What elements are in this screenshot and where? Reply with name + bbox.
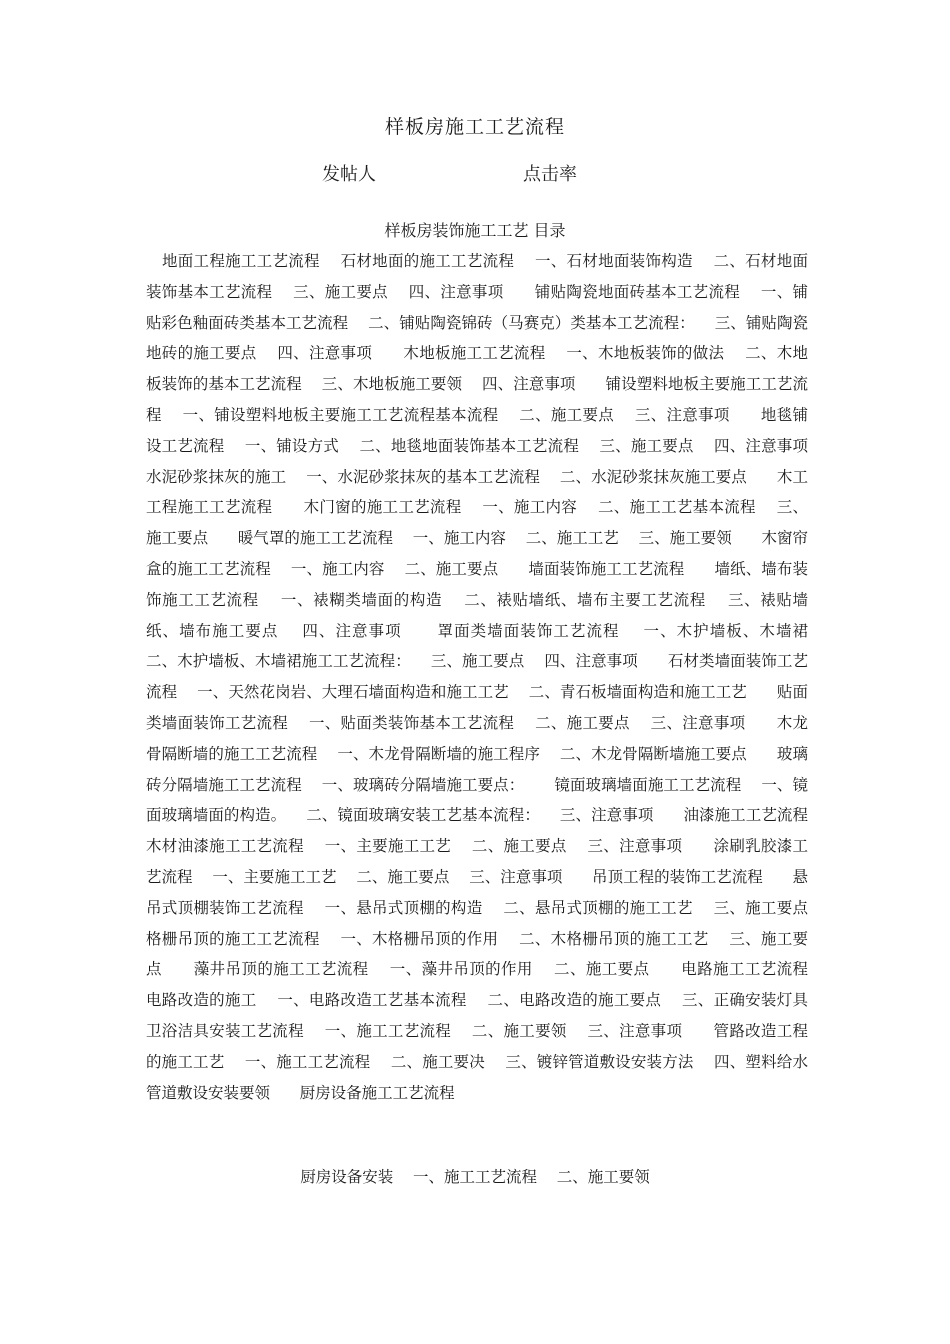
toc-heading: 样板房装饰施工工艺 目录 [384,221,566,240]
toc-body-paragraph: 地面工程施工工艺流程 石材地面的施工工艺流程 一、石材地面装饰构造 二、石材地面装饰基本工艺流程 三、施工要点 四、注意事项 铺贴陶瓷地面砖基本工艺流程 一、铺贴彩色釉面砖类基本工艺流程 二、铺贴陶瓷锦砖（马赛克）类基本工艺流程： 三、铺贴陶瓷地砖的施工要点 四、注意事项 木地板施工工艺流程 一、木地板装饰的做法 二、木地板装饰的基本工艺流程 三、木地板施工要领 四、注意事项 铺设塑料地板主要施工工艺流程 一、铺设塑料地板主要施工工艺流程基本流程 二、施工要点 三、注意事项 地毯铺设工艺流程 一、铺设方式 二、地毯地面装饰基本工艺流程 三、施工要点 四、注意事项 水泥砂浆抹灰的施工 一、水泥砂浆抹灰的基本工艺流程 二、水泥砂浆抹灰施工要点 木工工程施工工艺流程 木门窗的施工工艺流程 一、施工内容 二、施工工艺基本流程 三、施工要点 暖气罩的施工工艺流程 一、施工内容 二、施工工艺 三、施工要领 木窗帘盒的施工工艺流程 一、施工内容 二、施工要点 墙面装饰施工工艺流程 墙纸、墙布装饰施工工艺流程 一、裱糊类墙面的构造 二、裱贴墙纸、墙布主要工艺流程 三、裱贴墙纸、墙布施工要点 四、注意事项 罩面类墙面装饰工艺流程 一、木护墙板、木墙裙 二、木护墙板、木墙裙施工工艺流程： 三、施工要点 四、注意事项 石材类墙面装饰工艺流程 一、天然花岗岩、大理石墙面构造和施工工艺 二、青石板墙面构造和施工工艺 贴面类墙面装饰工艺流程 一、贴面类装饰基本工艺流程 二、施工要点 三、注意事项 木龙骨隔断墙的施工工艺流程 一、木龙骨隔断墙的施工程序 二、木龙骨隔断墙施工要点 玻璃砖分隔墙施工工艺流程 一、玻璃砖分隔墙施工要点： 镜面玻璃墙面施工工艺流程 一、镜面玻璃墙面的构造。 二、镜面玻璃安装工艺基本流程： 三、注意事项 油漆施工工艺流程 木材油漆施工工艺流程 一、主要施工工艺 二、施工要点 三、注意事项 涂刷乳胶漆工艺流程 一、主要施工工艺 二、施工要点 三、注意事项 吊顶工程的装饰工艺流程 悬吊式顶棚装饰工艺流程 一、悬吊式顶棚的构造 二、悬吊式顶棚的施工工艺 三、施工要点 格栅吊顶的施工工艺流程 一、木格栅吊顶的作用 二、木格栅吊顶的施工工艺 三、施工要点 藻井吊顶的施工工艺流程 一、藻井吊顶的作用 二、施工要点 电路施工工艺流程 电路改造的施工 一、电路改造工艺基本流程 二、电路改造的施工要点 三、正确安装灯具 卫浴洁具安装工艺流程 一、施工工艺流程 二、施工要领 三、注意事项 管路改造工程的施工工艺 一、施工工艺流程 二、施工要决 三、镀锌管道敷设安装方法 四、塑料给水管道敷设安装要领 厨房设备施工工艺流程 [146,252,838,1102]
toc-last-line: 厨房设备安装 一、施工工艺流程 二、施工要领 [300,1168,650,1186]
clicks-label: 点击率 [523,164,577,185]
poster-label: 发帖人 [322,164,376,185]
document-title: 样板房施工工艺流程 [384,116,565,138]
post-meta [0,160,950,190]
